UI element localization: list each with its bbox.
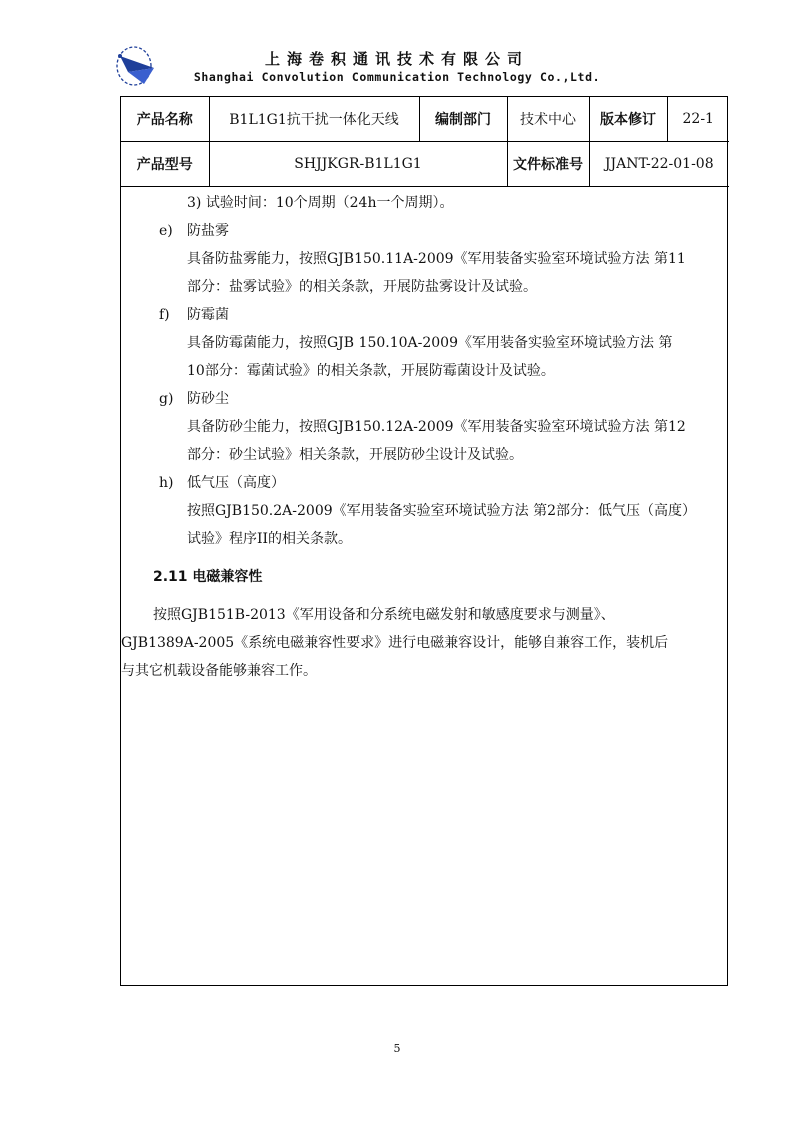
table-row xyxy=(121,97,729,142)
product-info-table xyxy=(121,97,729,187)
item-h-line1: 按照GJB150.2A-2009《军用装备实验室环境试验方法 第2部分：低气压（高度） xyxy=(187,503,696,519)
company-name-en: Shanghai Convolution Communication Technology Co.,Ltd. xyxy=(193,70,601,84)
table-row xyxy=(121,142,729,187)
item-e-marker: e) xyxy=(159,223,173,239)
item-g-title: 防砂尘 xyxy=(187,391,229,407)
item-h-marker: h) xyxy=(159,475,174,491)
emc-paragraph-line1: 按照GJB151B-2013《军用设备和分系统电磁发射和敏感度要求与测量》、 xyxy=(153,607,615,623)
item-f-line2: 10部分：霉菌试验》的相关条款，开展防霉菌设计及试验。 xyxy=(187,363,555,379)
item-e-title: 防盐雾 xyxy=(187,223,229,239)
page-header xyxy=(0,0,794,96)
item-f-line1: 具备防霉菌能力，按照GJB 150.10A-2009《军用装备实验室环境试验方法 第 xyxy=(187,335,673,351)
item-h-title: 低气压（高度） xyxy=(187,475,285,491)
test-duration-text: 3) 试验时间：10个周期（24h一个周期）。 xyxy=(187,195,454,211)
product-name-label: 产品名称 xyxy=(121,97,209,142)
model-value: SHJJKGR-B1L1G1 xyxy=(209,142,507,187)
item-f-title: 防霉菌 xyxy=(187,307,229,323)
document-frame xyxy=(120,96,728,986)
page-number: 5 xyxy=(393,1042,401,1055)
revision-label: 版本修订 xyxy=(589,97,667,142)
item-g-line2: 部分：砂尘试验》相关条款，开展防砂尘设计及试验。 xyxy=(187,447,523,463)
department-value: 技术中心 xyxy=(507,97,589,142)
doc-standard-label: 文件标准号 xyxy=(507,142,589,187)
revision-value: 22-1 xyxy=(667,97,729,142)
item-h-line2: 试验》程序II的相关条款。 xyxy=(187,531,353,547)
section-heading: 2.11 电磁兼容性 xyxy=(153,569,263,585)
item-g-marker: g) xyxy=(159,391,174,407)
product-name-value: B1L1G1抗干扰一体化天线 xyxy=(209,97,419,142)
item-e-line2: 部分：盐雾试验》的相关条款，开展防盐雾设计及试验。 xyxy=(187,279,537,295)
model-label: 产品型号 xyxy=(121,142,209,187)
doc-standard-value: JJANT-22-01-08 xyxy=(589,142,729,187)
item-g-line1: 具备防砂尘能力，按照GJB150.12A-2009《军用装备实验室环境试验方法 第12 xyxy=(187,419,686,435)
emc-paragraph-line3: 与其它机载设备能够兼容工作。 xyxy=(121,663,317,679)
item-f-marker: f) xyxy=(159,307,170,323)
department-label: 编制部门 xyxy=(419,97,507,142)
company-name-cn: 上海卷积通讯技术有限公司 xyxy=(264,50,529,68)
emc-paragraph-line2: GJB1389A-2005《系统电磁兼容性要求》进行电磁兼容设计，能够自兼容工作，装机后 xyxy=(121,635,669,651)
item-e-line1: 具备防盐雾能力，按照GJB150.11A-2009《军用装备实验室环境试验方法 第11 xyxy=(187,251,686,267)
